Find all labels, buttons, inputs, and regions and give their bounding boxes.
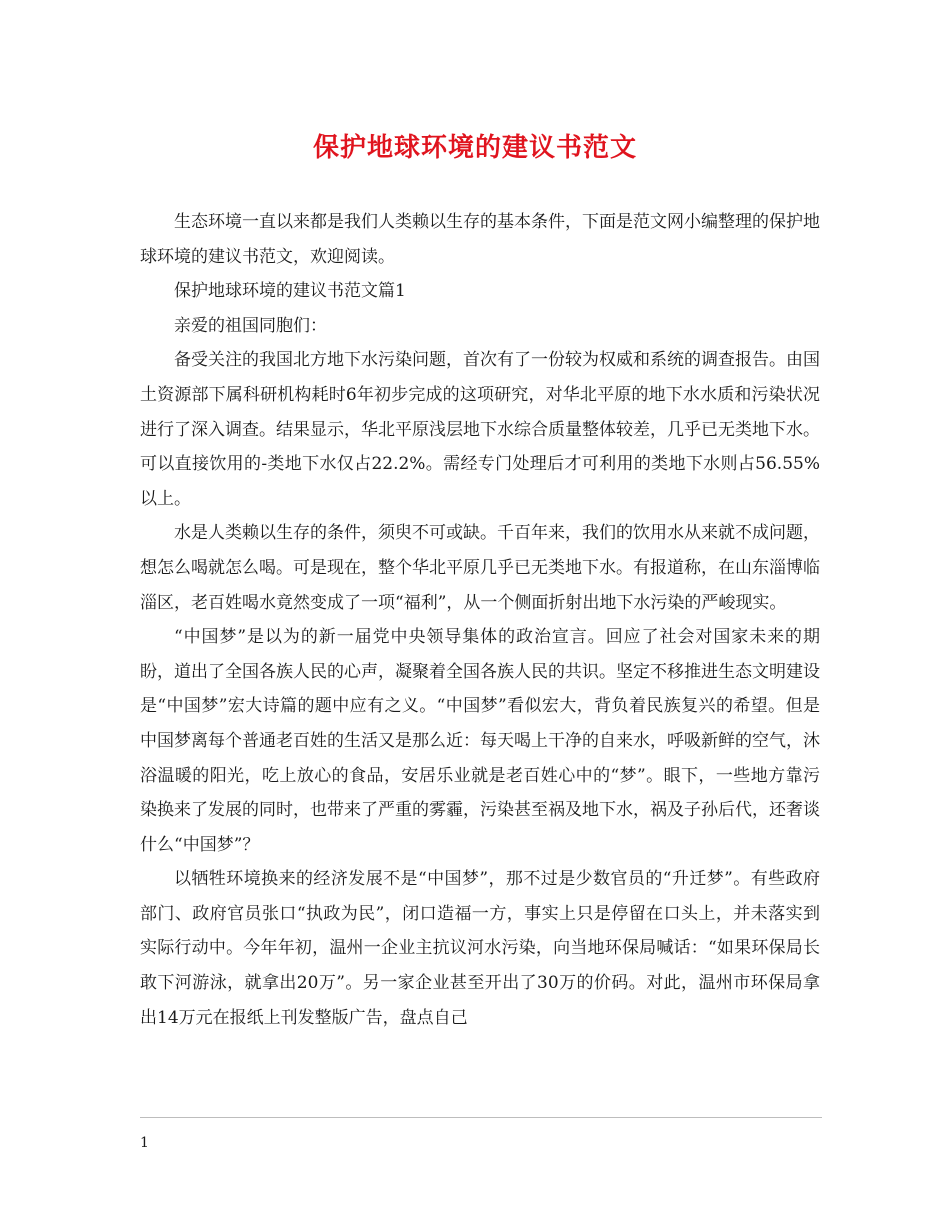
paragraph-intro: 生态环境一直以来都是我们人类赖以生存的基本条件，下面是范文网小编整理的保护地球环境的建议书范文，欢迎阅读。 — [140, 212, 820, 267]
paragraph-groundwater-survey: 备受关注的我国北方地下水污染问题，首次有了一份较为权威和系统的调查报告。由国土资源部下属科研机构耗时6年初步完成的这项研究，对华北平原的地下水水质和污染状况进行了深入调查。结果显示，华北平原浅层地下水综合质量整体较差，几乎已无类地下水。可以直接饮用的-类地下水仅占22.2%。需经专门处理后才可利用的类地下水则占56.55%以上。 — [140, 350, 820, 509]
paragraph-economic-development: 以牺牲环境换来的经济发展不是“中国梦”，那不过是少数官员的“升迁梦”。有些政府部门、政府官员张口“执政为民”，闭口造福一方，事实上只是停留在口头上，并未落实到实际行动中。今年年初，温州一企业主抗议河水污染，向当地环保局喊话：“如果环保局长敢下河游泳，就拿出20万”。另一家企业甚至开出了30万的价码。对此，温州市环保局拿出14万元在报纸上刊发整版广告，盘点自己 — [140, 869, 820, 1028]
paragraph-china-dream: “中国梦”是以为的新一届党中央领导集体的政治宣言。回应了社会对国家未来的期盼，道出了全国各族人民的心声，凝聚着全国各族人民的共识。坚定不移推进生态文明建设是“中国梦”宏大诗篇的题中应有之义。“中国梦”看似宏大，背负着民族复兴的希望。但是中国梦离每个普通老百姓的生活又是那么近：每天喝上干净的自来水，呼吸新鲜的空气，沐浴温暖的阳光，吃上放心的食品，安居乐业就是老百姓心中的“梦”。眼下，一些地方靠污染换来了发展的同时，也带来了严重的雾霾，污染甚至祸及地下水，祸及子孙后代，还奢谈什么“中国梦”？ — [140, 627, 820, 855]
paragraph-salutation: 亲爱的祖国同胞们： — [174, 315, 327, 336]
footer-divider — [140, 1117, 822, 1118]
document-body — [140, 205, 820, 1035]
paragraph-section-heading: 保护地球环境的建议书范文篇1 — [174, 281, 406, 302]
document-title: 保护地球环境的建议书范文 — [312, 133, 637, 163]
page-number: 1 — [140, 1135, 149, 1151]
paragraph-water-importance: 水是人类赖以生存的条件，须臾不可或缺。千百年来，我们的饮用水从来就不成问题，想怎么喝就怎么喝。可是现在，整个华北平原几乎已无类地下水。有报道称，在山东淄博临淄区，老百姓喝水竟然变成了一项“福利”，从一个侧面折射出地下水污染的严峻现实。 — [140, 523, 820, 613]
